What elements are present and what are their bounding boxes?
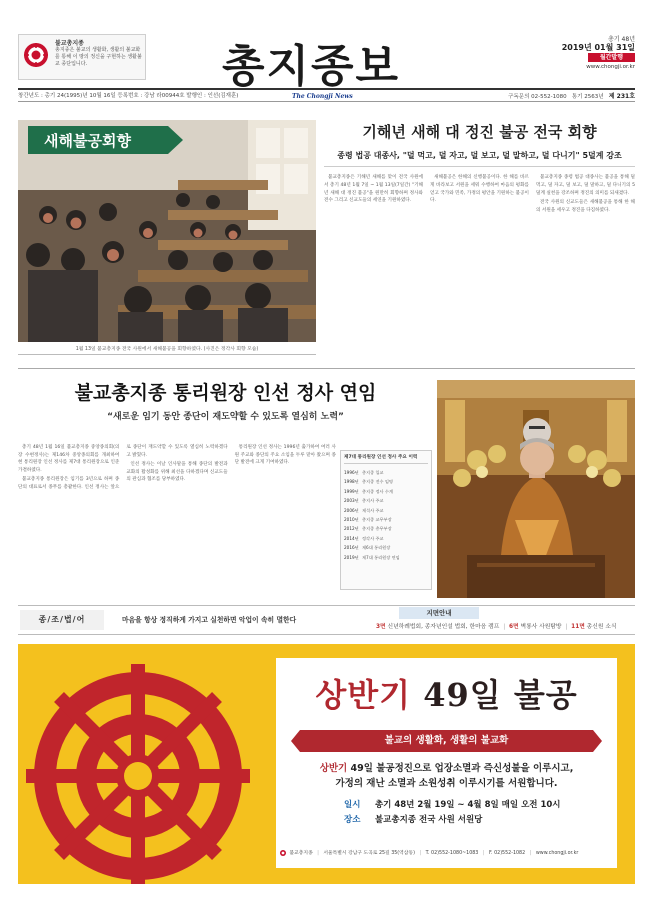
page-guide-label: 지면안내 — [399, 607, 479, 619]
info-bar — [18, 88, 635, 102]
brand-description: 총지종은 불교의 생활화, 생활의 불교화를 통해 이 땅의 정신을 구현하는 생활불교 종단입니다. — [55, 47, 142, 67]
footer-separator: | — [317, 851, 319, 856]
guide-page-topic[interactable]: 신년하례법회, 종자년인설 법회, 한마음 캠프 — [387, 624, 500, 630]
timeline-title: 제7대 통리원장 인선 정사 주요 이력 — [344, 454, 428, 464]
article2-headline[interactable]: 불교총지종 통리원장 인선 정사 연임 — [74, 382, 377, 404]
dharma-wheel-icon — [18, 654, 270, 884]
timeline-row — [344, 515, 428, 524]
career-timeline — [340, 450, 432, 590]
brand-name: 불교총지종 — [55, 40, 84, 47]
guide-page-number[interactable]: 11면 — [571, 624, 585, 630]
timeline-row — [344, 468, 428, 477]
guide-separator: | — [565, 624, 568, 630]
timeline-row — [344, 487, 428, 496]
timeline-text: 총지종 교무부장 — [362, 517, 392, 523]
english-name: The Chongji News — [292, 93, 353, 100]
timeline-year: 2014년 — [344, 535, 359, 541]
footer-separator: | — [529, 851, 532, 856]
article1-paragraph: 새해불공은 한해의 신행불공이다. 한 해를 바르게 바라보고 서원을 세워 수행하여 마음의 평화를 얻고 국가와 민족, 가정의 평안을 기원하는 불공이다. — [430, 175, 529, 204]
ad-date-value: 총기 48년 2월 19일 ~ 4월 8일 매일 오전 10시 — [374, 800, 561, 810]
ad-date-row — [344, 798, 561, 813]
timeline-year: 1996년 — [344, 470, 359, 475]
timeline-text: 총지종 입교 — [362, 470, 384, 475]
ad-message-highlight: 상반기 — [319, 763, 348, 774]
article1-subhead: 종령 법공 대종사, "덜 먹고, 덜 자고, 덜 보고, 덜 말하고, 덜 다니기" 5덜계 강조 — [337, 151, 622, 160]
chongji-logo-icon — [23, 42, 49, 68]
timeline-year: 2006년 — [344, 507, 359, 513]
timeline-row — [344, 496, 428, 505]
article1-headline[interactable]: 기해년 새해 대 정진 불공 전국 회향 — [362, 123, 597, 141]
guide-separator: | — [503, 624, 506, 630]
brand-box — [18, 34, 146, 80]
footer-address: 서울특별시 강남구 도곡로 25길 35(역삼동) — [323, 851, 415, 856]
issue-frequency-badge: 월간발행 — [588, 53, 635, 62]
timeline-text: 총지종 총무부장 — [362, 526, 392, 532]
timeline-year: 1999년 — [344, 488, 359, 494]
footer-logo-icon — [280, 850, 286, 856]
guide-page-number[interactable]: 3면 — [376, 624, 386, 630]
timeline-text: 총지사 주교 — [362, 498, 384, 504]
website-link[interactable]: www.chongji.or.kr — [586, 64, 635, 70]
footer-org: 불교총지종 — [289, 851, 313, 856]
ad-details — [344, 798, 561, 828]
buddhist-year: 통기 2563년 — [571, 94, 604, 100]
issue-date: 2019년 01월 31일 — [561, 43, 635, 52]
photo-banner-text: 새해불공회향 — [44, 132, 131, 150]
article1-paragraph: 불교총지종은 기해년 새해를 맞이 전국 사원에서 총기 48년 1월 7일 ~ 1월 13일(7일간) "기해년 새해 대 정진 불공"을 원만히 회향하며 정사와 전수 그리고 신교도들의 세연을 기원하였다. — [324, 175, 423, 204]
masthead — [18, 34, 635, 92]
issue-info — [539, 36, 635, 71]
timeline-text: 총지종 전수 임명 — [362, 479, 393, 485]
article2-body — [18, 444, 336, 594]
ad-place-label: 장소 — [344, 815, 361, 825]
article2-paragraph: 불교총지종 통리원장은 임기를 3년으로 하며 종단의 대표로서 종무를 총괄한다. 인선 정사는 앞으로 종단이 재도약할 수 있도록 열심히 노력하겠다고 밝혔다. — [18, 445, 228, 490]
section-divider — [18, 368, 635, 369]
guide-page-topic[interactable]: 총신원 소식 — [586, 624, 617, 630]
subscription-phone: 구독문의 02-552-1080 — [508, 94, 567, 100]
quote-guide-band — [18, 605, 635, 635]
timeline-year: 2010년 — [344, 517, 359, 523]
article1-body — [324, 174, 635, 360]
timeline-year: 1998년 — [344, 479, 359, 485]
article1-divider — [324, 166, 635, 167]
guide-page-topic[interactable]: 벽룡사 사원탐방 — [520, 624, 562, 630]
ad-date-label: 일시 — [344, 800, 361, 810]
article2-paragraph: 인선 정사는 이날 인사말을 통해 종단의 발전과 교화의 활성화를 위해 최선을 다하겠다며 신교도들의 관심과 협조를 당부하였다. — [126, 462, 228, 483]
article1-photo — [18, 120, 316, 342]
article1-paragraph: 전국 사원의 신교도들은 새해불공을 통해 한 해의 서원을 세우고 정진을 다짐하였다. — [536, 200, 635, 214]
footer-website[interactable]: www.chongji.or.kr — [535, 851, 579, 856]
ad-place-value: 불교총지종 전국 사원 서원당 — [374, 815, 483, 825]
issue-era: 총기 48년 — [608, 36, 635, 43]
timeline-text: 제6대 통리원장 — [362, 545, 391, 551]
newspaper-title: 총지종보 — [222, 41, 401, 92]
ad-title — [276, 670, 617, 716]
article1-photo-caption: 1월 13일 불교총지종 전국 사원에서 새해불공을 회향하였다. (사진은 정각사 회향 모습) — [18, 344, 316, 355]
timeline-text: 제석사 주교 — [362, 507, 384, 513]
ad-title-event: 49일 불공 — [423, 676, 578, 714]
footer-separator: | — [419, 851, 422, 856]
timeline-text: 총지종 정사 수계 — [362, 488, 393, 494]
timeline-row — [344, 524, 428, 533]
footer-fax: F. 02)552-1082 — [489, 851, 526, 856]
timeline-text: 정각사 주교 — [362, 535, 384, 541]
ad-place-row — [344, 813, 561, 828]
timeline-row — [344, 534, 428, 543]
ad-footer — [280, 846, 613, 862]
article2-paragraph: 통리원장 인선 정사는 1996년 출가하여 여러 사원 주교와 종단의 주요 소임을 두루 맡아 왔으며 종단 발전에 크게 기여하였다. — [234, 445, 336, 466]
timeline-row — [344, 553, 428, 562]
issue-number: 제 231호 — [608, 93, 635, 100]
49-day-prayer-ad — [18, 644, 635, 884]
ad-panel — [276, 658, 617, 868]
ad-slogan-ribbon: 불교의 생활화, 생활의 불교화 — [300, 730, 593, 752]
ad-message-line2: 가정의 재난 소멸과 소원성취 이루시기를 서원합니다. — [335, 778, 558, 789]
timeline-year: 2003년 — [344, 498, 359, 504]
ad-message-rest: 49일 불공정진으로 업장소멸과 즉신성불을 이루시고, — [347, 763, 574, 774]
subscription-info — [508, 91, 635, 103]
article1-paragraph: 불교총지종 종령 법공 대종사는 불공을 통해 덜 먹고, 덜 자고, 덜 보고, 덜 말하고, 덜 다니기의 5덜계 실천을 강조하며 정진의 의미를 되새겼다. — [536, 175, 635, 196]
article2-paragraph: 총기 48년 1월 16일 불교총지종 중앙종의회(의장 수현정사)는 제146차 중앙종의회를 개최하여 현 통리원장 인선 정사를 제7대 통리원장으로 인준 가결하였다. — [18, 445, 120, 473]
timeline-row — [344, 543, 428, 552]
timeline-row — [344, 477, 428, 486]
timeline-year: 2012년 — [344, 526, 359, 532]
guide-page-number[interactable]: 6면 — [508, 624, 519, 630]
founder-quote-text: 마음을 항상 정직하게 가지고 실천하면 악업이 속히 멸한다 — [122, 616, 297, 624]
timeline-row — [344, 506, 428, 515]
timeline-year: 2016년 — [344, 545, 359, 551]
timeline-text: 제7대 통리원장 연임 — [362, 554, 400, 560]
article2-subhead: “새로운 임기 동안 종단이 재도약할 수 있도록 열심히 노력” — [107, 412, 344, 422]
publication-info: 창간년도 : 총기 24(1995)년 10월 16일 등록번호 : 강남 라00944호 발행인 : 인선(김재훈) — [18, 93, 239, 99]
timeline-year: 2019년 — [344, 554, 359, 560]
ad-message-line1 — [276, 761, 617, 776]
page-guide — [376, 622, 635, 632]
footer-separator: | — [482, 851, 485, 856]
article2-photo — [437, 380, 635, 598]
ad-title-season: 상반기 — [315, 676, 412, 714]
footer-tel[interactable]: T. 02)552-1080~1083 — [425, 851, 479, 856]
founder-quote-label: 종/조/법/어 — [20, 610, 104, 630]
